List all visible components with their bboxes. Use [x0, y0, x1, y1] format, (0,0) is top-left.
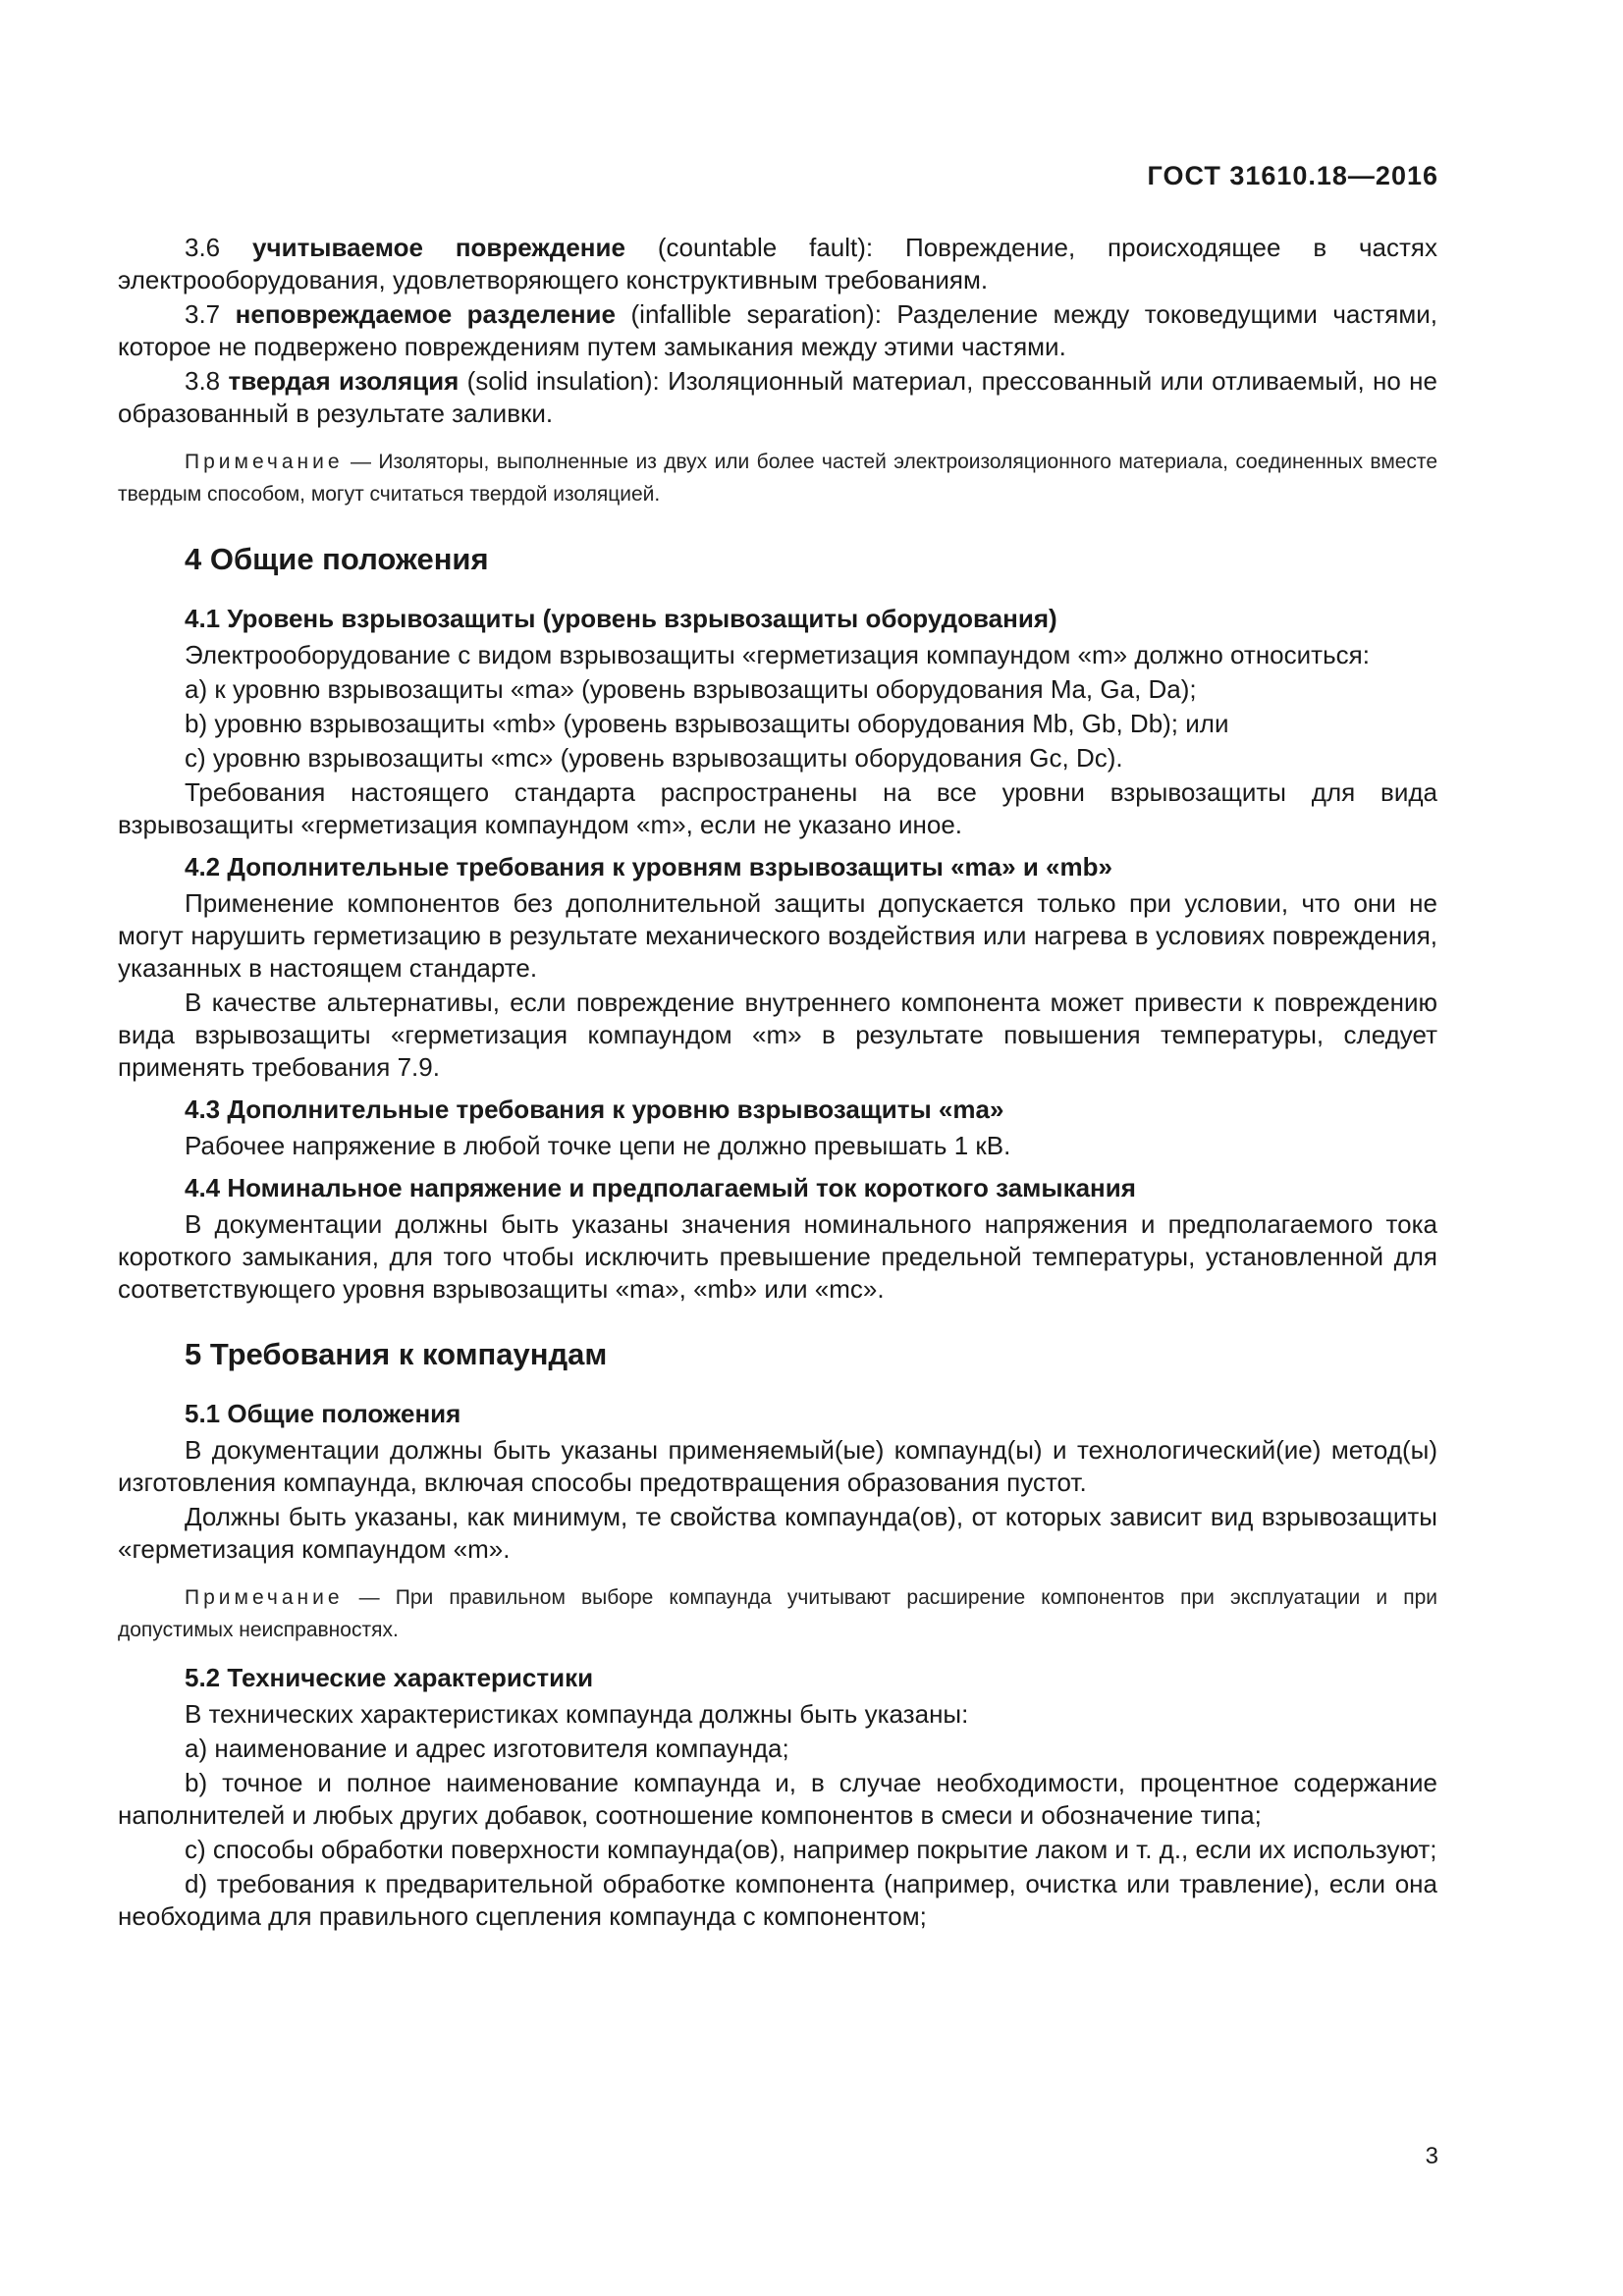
paragraph: Применение компонентов без дополнительной защиты допускается только при условии, что они не могут нарушить герметизацию в результате механического воздействия или нагрева в условиях повреждения, указанных в настоящем стандарте.: [118, 888, 1437, 983]
definition: (solid insulation): Изоляционный материал, прессованный или отливаемый, но не образованный в результате заливки.: [118, 366, 1437, 428]
note-text: — При правильном выборе компаунда учитывают расширение компонентов при эксплуатации и при допустимых неисправностях.: [118, 1586, 1437, 1641]
list-item: b) точное и полное наименование компаунда и, в случае необходимости, процентное содержание наполнителей и любых других добавок, соотношение компонентов в смеси и обозначение типа;: [118, 1768, 1437, 1830]
clause-number: 3.7: [185, 299, 221, 329]
section-4-heading: 4 Общие положения: [185, 542, 489, 576]
note-label: Примечание: [185, 1586, 344, 1609]
list-item: b) уровню взрывозащиты «mb» (уровень взрывозащиты оборудования Mb, Gb, Db); или: [185, 709, 1229, 738]
definition: (infallible separation): Разделение между токоведущими частями, которое не подвержено повреждениям путем замыкания между этими частями.: [118, 299, 1437, 361]
paragraph: Электрооборудование с видом взрывозащиты «герметизация компаундом «m» должно относиться:: [185, 640, 1370, 669]
definition: (countable fault): Повреждение, происходящее в частях электрооборудования, удовлетворяющего конструктивным требованиям.: [118, 233, 1437, 294]
section-5-heading: 5 Требования к компаундам: [185, 1337, 608, 1371]
paragraph: В документации должны быть указаны значения номинального напряжения и предполагаемого тока короткого замыкания, для того чтобы исключить превышение предельной температуры, установленной для соответствующего уровня взрывозащиты «ma», «mb» или «mc».: [118, 1209, 1437, 1304]
note-1: [118, 446, 1437, 510]
list-item: a) к уровню взрывозащиты «ma» (уровень взрывозащиты оборудования Ma, Ga, Da);: [185, 674, 1197, 704]
term: неповреждаемое разделение: [235, 299, 616, 329]
paragraph: Должны быть указаны, как минимум, те свойства компаунда(ов), от которых зависит вид взрывозащиты «герметизация компаундом «m».: [118, 1502, 1437, 1564]
paragraph: В технических характеристиках компаунда должны быть указаны:: [185, 1699, 969, 1729]
list-item: a) наименование и адрес изготовителя компаунда;: [185, 1734, 789, 1763]
subsection-5-2-heading: 5.2 Технические характеристики: [185, 1663, 594, 1692]
clause-3-8: [118, 365, 1437, 430]
subsection-5-1-heading: 5.1 Общие положения: [185, 1399, 461, 1428]
paragraph: В качестве альтернативы, если повреждение внутреннего компонента может привести к повреждению вида взрывозащиты «герметизация компаундом «m» в результате повышения температуры, следует применять требования 7.9.: [118, 988, 1437, 1082]
term: учитываемое повреждение: [252, 233, 625, 262]
subsection-4-2-heading: 4.2 Дополнительные требования к уровням взрывозащиты «ma» и «mb»: [185, 852, 1112, 881]
subsection-4-4-heading: 4.4 Номинальное напряжение и предполагаемый ток короткого замыкания: [185, 1173, 1136, 1202]
paragraph: В документации должны быть указаны применяемый(ые) компаунд(ы) и технологический(ие) метод(ы) изготовления компаунда, включая способы предотвращения образования пустот.: [118, 1435, 1437, 1497]
page-number: 3: [1425, 2143, 1438, 2169]
list-item: d) требования к предварительной обработке компонента (например, очистка или травление), если она необходима для правильного сцепления компаунда с компонентом;: [118, 1869, 1437, 1931]
subsection-4-3-heading: 4.3 Дополнительные требования к уровню взрывозащиты «ma»: [185, 1095, 1004, 1124]
standard-code: ГОСТ 31610.18—2016: [1147, 161, 1438, 190]
clause-3-7: [118, 298, 1437, 363]
term: твердая изоляция: [228, 366, 460, 396]
list-item: c) способы обработки поверхности компаунда(ов), например покрытие лаком и т. д., если их используют;: [185, 1835, 1437, 1864]
paragraph: Требования настоящего стандарта распространены на все уровни взрывозащиты для вида взрывозащиты «герметизация компаундом «m», если не указано иное.: [118, 777, 1437, 839]
page-content: [118, 232, 1437, 1935]
list-item: c) уровню взрывозащиты «mc» (уровень взрывозащиты оборудования Gc, Dc).: [185, 743, 1123, 773]
subsection-4-1-heading: 4.1 Уровень взрывозащиты (уровень взрывозащиты оборудования): [185, 604, 1057, 633]
clause-number: 3.8: [185, 366, 221, 396]
clause-number: 3.6: [185, 233, 221, 262]
note-text: — Изоляторы, выполненные из двух или более частей электроизоляционного материала, соединенных вместе твердым способом, могут считаться твердой изоляцией.: [118, 451, 1437, 506]
note-2: [118, 1581, 1437, 1646]
paragraph: Рабочее напряжение в любой точке цепи не должно превышать 1 кВ.: [185, 1131, 1011, 1160]
clause-3-6: [118, 232, 1437, 296]
note-label: Примечание: [185, 451, 344, 473]
